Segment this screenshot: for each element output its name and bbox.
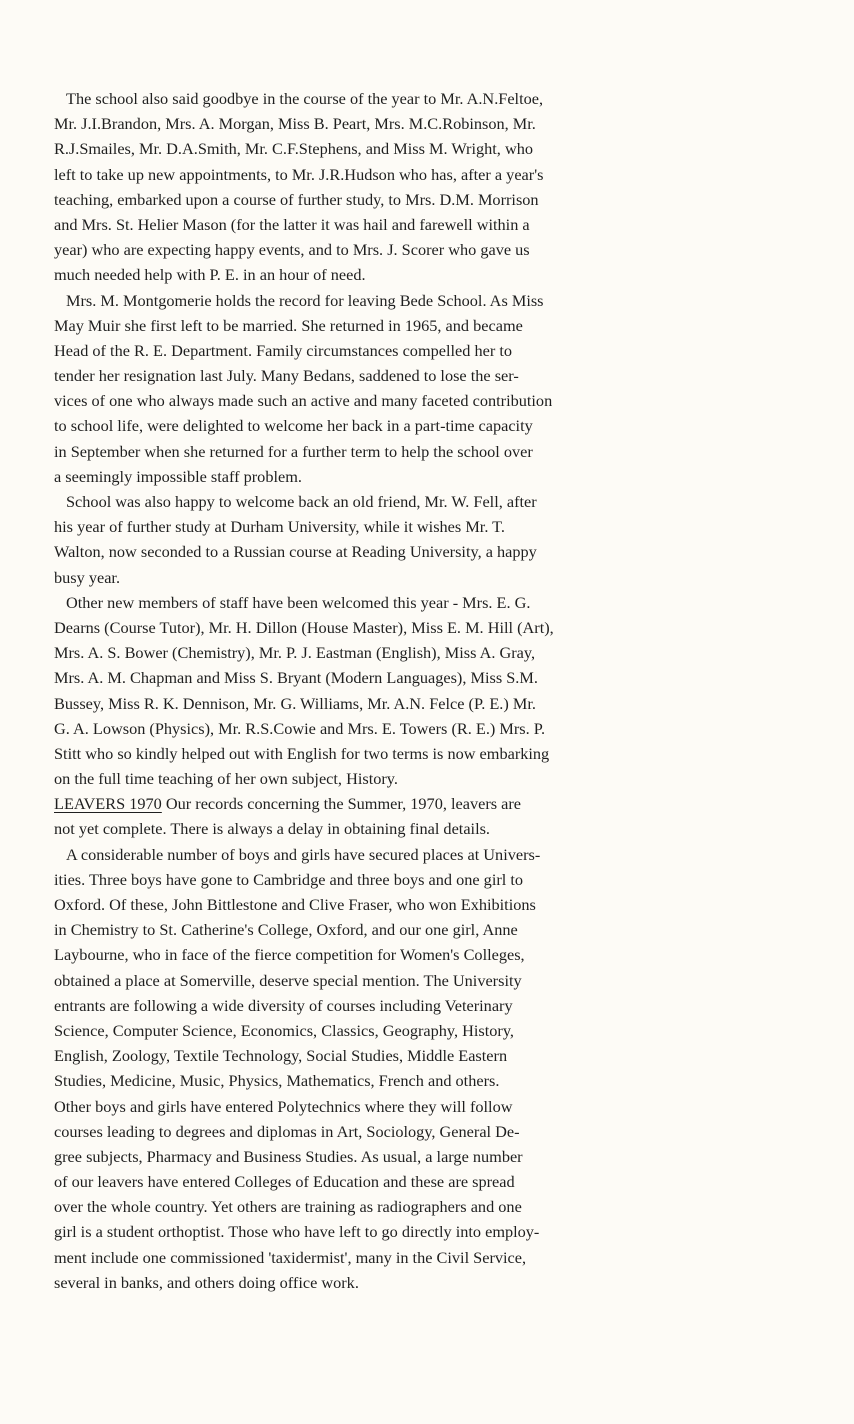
text-line: Head of the R. E. Department. Family circumstances compelled her to <box>54 340 512 360</box>
text-line: ment include one commissioned 'taxidermist', many in the Civil Service, <box>54 1247 527 1267</box>
text-line: busy year. <box>54 567 121 587</box>
text-line: on the full time teaching of her own subject, History. <box>54 769 398 789</box>
text-line: entrants are following a wide diversity of courses including Veterinary <box>54 995 513 1015</box>
paragraph-welcome-back <box>54 489 814 590</box>
text-line: a seemingly impossible staff problem. <box>54 466 302 486</box>
text-line: girl is a student orthoptist. Those who have left to go directly into employ- <box>54 1222 540 1242</box>
text-line: R.J.Smailes, Mr. D.A.Smith, Mr. C.F.Stephens, and Miss M. Wright, who <box>54 139 533 159</box>
text-line: Mrs. A. S. Bower (Chemistry), Mr. P. J. Eastman (English), Miss A. Gray, <box>54 643 536 663</box>
text-line: left to take up new appointments, to Mr. J.R.Hudson who has, after a year's <box>54 164 544 184</box>
text-line: obtained a place at Somerville, deserve special mention. The University <box>54 970 522 990</box>
paragraph-montgomerie <box>54 288 814 490</box>
text-line: Dearns (Course Tutor), Mr. H. Dillon (House Master), Miss E. M. Hill (Art), <box>54 617 554 637</box>
text-line: to school life, were delighted to welcome her back in a part-time capacity <box>54 416 533 436</box>
text-line <box>54 791 814 816</box>
text-line: Stitt who so kindly helped out with English for two terms is now embarking <box>54 743 550 763</box>
text-line: Other new members of staff have been welcomed this year - Mrs. E. G. <box>66 592 531 612</box>
text-line: over the whole country. Yet others are training as radiographers and one <box>54 1197 522 1217</box>
text-line: Walton, now seconded to a Russian course at Reading University, a happy <box>54 542 537 562</box>
text-line: ities. Three boys have gone to Cambridge and three boys and one girl to <box>54 869 524 889</box>
text-line: gree subjects, Pharmacy and Business Studies. As usual, a large number <box>54 1146 523 1166</box>
text-line: Mrs. M. Montgomerie holds the record for leaving Bede School. As Miss <box>66 290 544 310</box>
text-line: Science, Computer Science, Economics, Classics, Geography, History, <box>54 1020 514 1040</box>
paragraph-leavers <box>54 791 814 841</box>
text-line: in September when she returned for a further term to help the school over <box>54 441 533 461</box>
text-line: Oxford. Of these, John Bittlestone and Clive Fraser, who won Exhibitions <box>54 895 536 914</box>
paragraph-university-places <box>54 842 814 1295</box>
text-line: Other boys and girls have entered Polytechnics where they will follow <box>54 1096 513 1116</box>
text-line: Laybourne, who in face of the fierce competition for Women's Colleges, <box>54 945 525 965</box>
text-line: May Muir she first left to be married. She returned in 1965, and became <box>54 315 523 335</box>
text-line: much needed help with P. E. in an hour of need. <box>54 265 366 285</box>
text-line: A considerable number of boys and girls have secured places at Univers- <box>66 844 541 864</box>
text-line: of our leavers have entered Colleges of Education and these are spread <box>54 1172 515 1192</box>
text-line: Bussey, Miss R. K. Dennison, Mr. G. Williams, Mr. A.N. Felce (P. E.) Mr. <box>54 693 536 713</box>
text-line: his year of further study at Durham University, while it wishes Mr. T. <box>54 517 505 537</box>
text-line: tender her resignation last July. Many Bedans, saddened to lose the ser- <box>54 366 519 386</box>
text-line: courses leading to degrees and diplomas in Art, Sociology, General De- <box>54 1121 520 1141</box>
text-line: in Chemistry to St. Catherine's College, Oxford, and our one girl, Anne <box>54 920 518 940</box>
text-line: and Mrs. St. Helier Mason (for the latter it was hail and farewell within a <box>54 214 530 234</box>
text-line: vices of one who always made such an active and many faceted contribution <box>54 391 553 411</box>
text-line: School was also happy to welcome back an old friend, Mr. W. Fell, after <box>66 492 537 511</box>
section-heading-leavers: LEAVERS 1970 <box>54 794 162 814</box>
text-line: English, Zoology, Textile Technology, Social Studies, Middle Eastern <box>54 1046 508 1066</box>
leavers-first-line-text: Our records concerning the Summer, 1970, leavers are <box>161 794 522 814</box>
text-line: several in banks, and others doing office work. <box>54 1272 359 1292</box>
text-line: Mr. J.I.Brandon, Mrs. A. Morgan, Miss B. Peart, Mrs. M.C.Robinson, Mr. <box>54 114 536 134</box>
text-line: Studies, Medicine, Music, Physics, Mathematics, French and others. <box>54 1071 500 1091</box>
paragraph-new-staff <box>54 590 814 792</box>
text-line: not yet complete. There is always a delay in obtaining final details. <box>54 819 491 839</box>
text-line: teaching, embarked upon a course of further study, to Mrs. D.M. Morrison <box>54 189 539 209</box>
text-line: The school also said goodbye in the course of the year to Mr. A.N.Feltoe, <box>66 89 544 108</box>
paragraph-staff-departures <box>54 86 814 288</box>
document-page <box>54 86 814 1295</box>
text-line: Mrs. A. M. Chapman and Miss S. Bryant (Modern Languages), Miss S.M. <box>54 668 538 688</box>
text-line: G. A. Lowson (Physics), Mr. R.S.Cowie and Mrs. E. Towers (R. E.) Mrs. P. <box>54 718 546 738</box>
text-line: year) who are expecting happy events, and to Mrs. J. Scorer who gave us <box>54 240 530 260</box>
